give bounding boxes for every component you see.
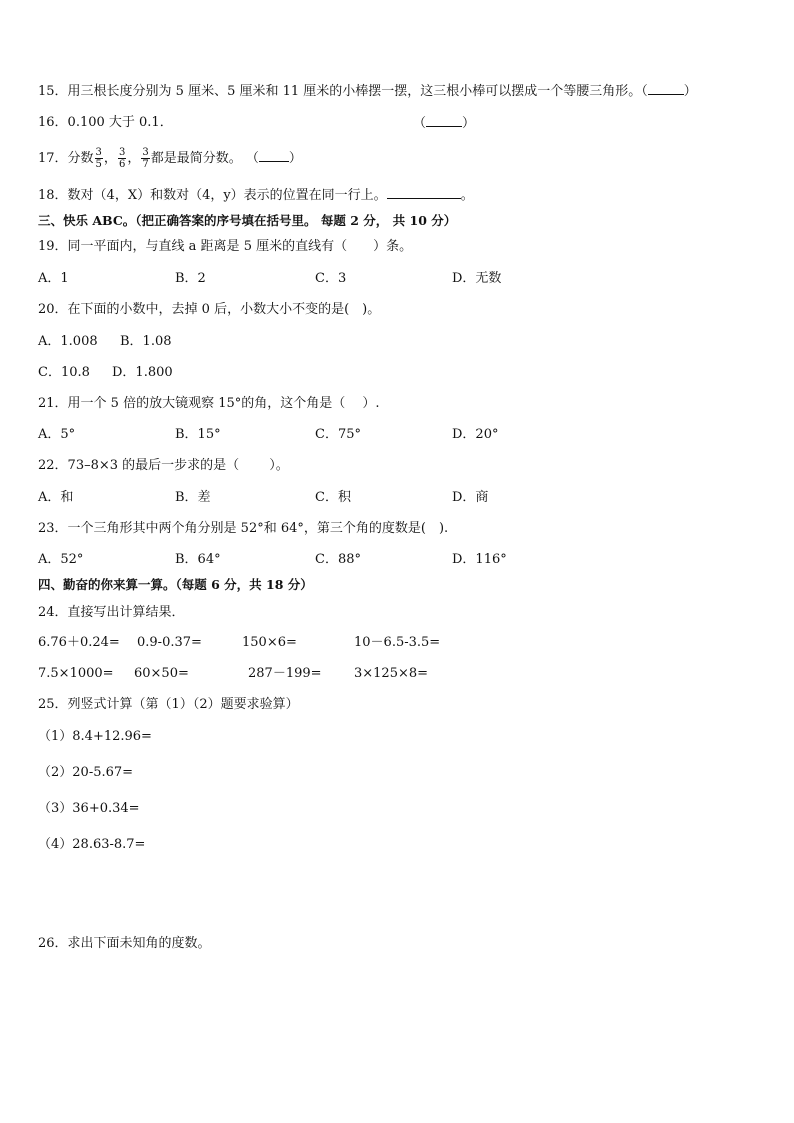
option-21-a[interactable]: A．5° bbox=[38, 427, 76, 442]
fraction-3-numerator: 3 bbox=[142, 147, 149, 158]
option-23-b[interactable]: B．64° bbox=[175, 552, 221, 567]
question-25: 25．列竖式计算（第（1）（2）题要求验算） bbox=[38, 697, 299, 712]
question-22: 22．73–8×3 的最后一步求的是（ ）。 bbox=[38, 458, 289, 473]
question-16-close: ） bbox=[462, 116, 476, 131]
option-22-b[interactable]: B．差 bbox=[175, 490, 211, 505]
calc-24-2: 0.9-0.37= bbox=[137, 635, 202, 650]
option-19-b[interactable]: B．2 bbox=[175, 271, 206, 286]
fraction-separator: ， bbox=[127, 151, 141, 166]
question-17-close: ） bbox=[288, 151, 302, 166]
calc-25-1: （1）8.4+12.96= bbox=[38, 729, 152, 744]
calc-24-8: 3×125×8= bbox=[354, 666, 429, 681]
question-16-text: 16．0.100 大于 0.1． bbox=[38, 115, 173, 130]
option-23-c[interactable]: C．88° bbox=[315, 552, 361, 567]
answer-blank-18[interactable] bbox=[387, 186, 461, 199]
question-16-open: （ bbox=[413, 116, 427, 131]
question-17-prefix: 17．分数 bbox=[38, 151, 94, 166]
question-18 bbox=[38, 186, 474, 205]
option-23-a[interactable]: A．52° bbox=[38, 552, 84, 567]
question-16-answer bbox=[413, 114, 475, 133]
question-15 bbox=[38, 82, 697, 101]
question-24: 24．直接写出计算结果． bbox=[38, 605, 185, 620]
question-26: 26．求出下面未知角的度数。 bbox=[38, 936, 211, 951]
question-17 bbox=[38, 146, 302, 172]
calc-24-4: 10－6.5-3.5= bbox=[354, 635, 441, 650]
option-20-d[interactable]: D．1.800 bbox=[112, 365, 173, 380]
option-22-d[interactable]: D．商 bbox=[452, 490, 489, 505]
question-19: 19．同一平面内，与直线 a 距离是 5 厘米的直线有（ ）条。 bbox=[38, 239, 413, 254]
calc-24-1: 6.76＋0.24= bbox=[38, 635, 120, 650]
fraction-1-numerator: 3 bbox=[95, 147, 102, 158]
calc-25-2: （2）20-5.67= bbox=[38, 765, 134, 780]
calc-24-7: 287－199= bbox=[248, 666, 322, 681]
fraction-1 bbox=[95, 147, 103, 170]
calc-25-4: （4）28.63-8.7= bbox=[38, 837, 146, 852]
fraction-3 bbox=[141, 147, 149, 170]
option-22-a[interactable]: A．和 bbox=[38, 490, 74, 505]
fraction-3-denominator: 7 bbox=[142, 159, 149, 170]
fraction-separator: ， bbox=[103, 151, 117, 166]
answer-blank-17[interactable] bbox=[259, 149, 289, 162]
calc-25-3: （3）36+0.34= bbox=[38, 801, 140, 816]
option-20-c[interactable]: C．10.8 bbox=[38, 365, 90, 380]
option-19-d[interactable]: D．无数 bbox=[452, 271, 502, 286]
option-21-c[interactable]: C．75° bbox=[315, 427, 361, 442]
option-19-a[interactable]: A．1 bbox=[38, 271, 69, 286]
question-15-close: ） bbox=[683, 84, 697, 99]
fraction-2-denominator: 6 bbox=[118, 159, 126, 170]
calc-24-3: 150×6= bbox=[242, 635, 297, 650]
option-23-d[interactable]: D．116° bbox=[452, 552, 507, 567]
option-20-b[interactable]: B．1.08 bbox=[120, 334, 172, 349]
calc-24-6: 60×50= bbox=[134, 666, 189, 681]
question-21: 21．用一个 5 倍的放大镜观察 15°的角，这个角是（ ）. bbox=[38, 396, 380, 411]
question-17-suffix: 都是最简分数。 （ bbox=[150, 151, 259, 166]
option-21-b[interactable]: B．15° bbox=[175, 427, 221, 442]
section-4-heading: 四、勤奋的你来算一算。（每题 6 分，共 18 分） bbox=[38, 577, 313, 592]
option-19-c[interactable]: C．3 bbox=[315, 271, 347, 286]
option-20-a[interactable]: A．1.008 bbox=[38, 334, 98, 349]
fraction-1-denominator: 5 bbox=[95, 159, 102, 170]
option-22-c[interactable]: C．积 bbox=[315, 490, 351, 505]
answer-blank-16[interactable] bbox=[426, 114, 462, 127]
fraction-2 bbox=[118, 147, 126, 170]
section-3-heading: 三、快乐 ABC。（把正确答案的序号填在括号里。 每题 2 分， 共 10 分） bbox=[38, 213, 457, 228]
question-23: 23．一个三角形其中两个角分别是 52°和 64°，第三个角的度数是( ). bbox=[38, 521, 449, 536]
option-21-d[interactable]: D．20° bbox=[452, 427, 499, 442]
fraction-2-numerator: 3 bbox=[118, 147, 126, 158]
question-20: 20．在下面的小数中，去掉 0 后，小数大小不变的是( )。 bbox=[38, 302, 381, 317]
question-18-text: 18．数对（4，X）和数对（4，y）表示的位置在同一行上。 bbox=[38, 188, 387, 203]
calc-24-5: 7.5×1000= bbox=[38, 666, 114, 681]
question-16 bbox=[38, 114, 173, 132]
question-15-text: 15．用三根长度分别为 5 厘米、5 厘米和 11 厘米的小棒摆一摆，这三根小棒可以摆成一个等腰三角形。（ bbox=[38, 84, 648, 99]
question-18-end: 。 bbox=[460, 188, 474, 203]
answer-blank-15[interactable] bbox=[648, 82, 684, 95]
